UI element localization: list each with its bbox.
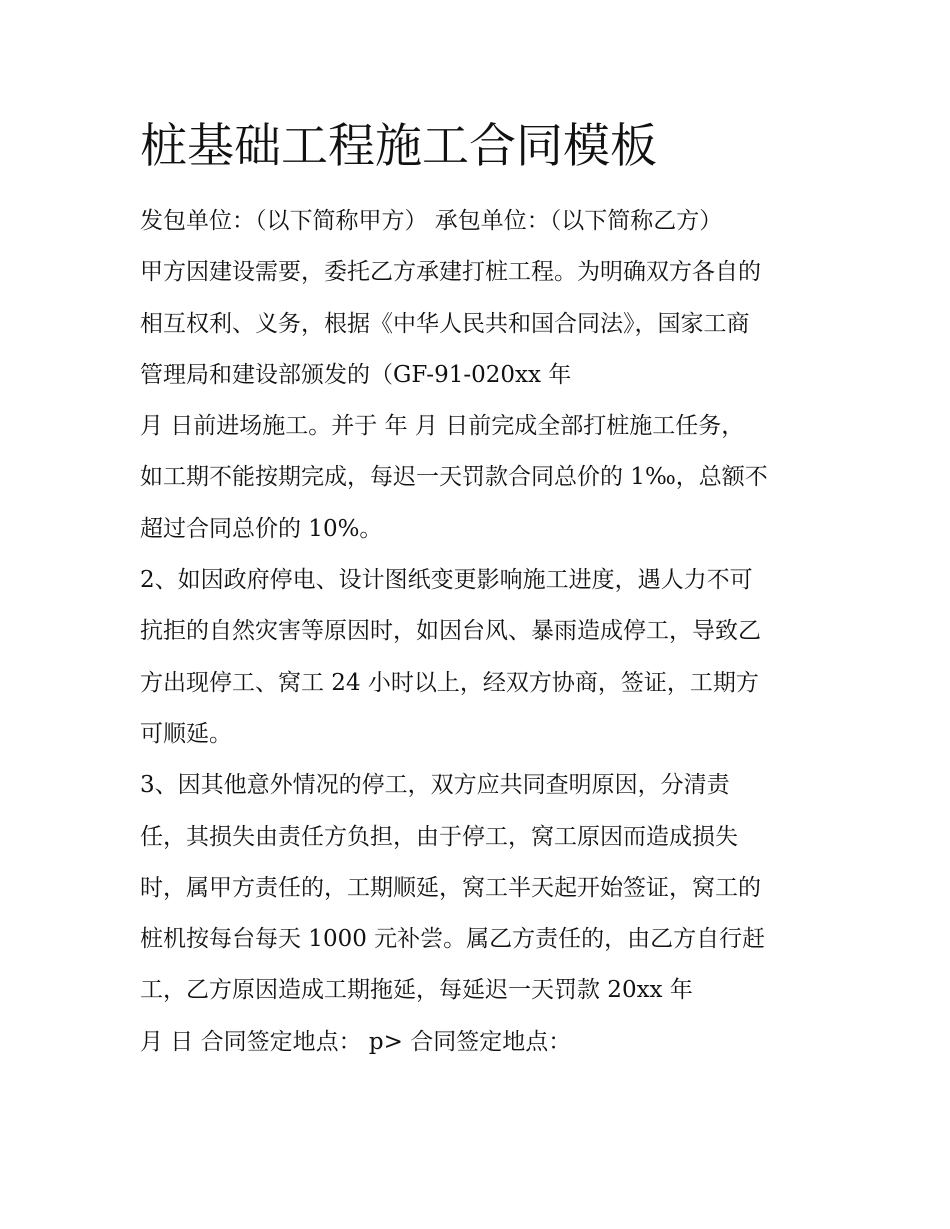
body-line: 时，属甲方责任的，工期顺延，窝工半天起开始签证，窝工的 bbox=[140, 874, 761, 901]
body-line: 如工期不能按期完成，每迟一天罚款合同总价的 1‰，总额不 bbox=[140, 464, 768, 491]
body-line: 甲方因建设需要，委托乙方承建打桩工程。为明确双方各自的 bbox=[140, 259, 761, 286]
document-title: 桩基础工程施工合同模板 bbox=[140, 119, 657, 174]
body-line: 管理局和建设部颁发的（GF-91-020xx 年 bbox=[140, 361, 572, 388]
body-line: 3、因其他意外情况的停工，双方应共同查明原因，分清责 bbox=[140, 772, 730, 799]
body-line: 相互权利、义务，根据《中华人民共和国合同法》，国家工商 bbox=[140, 310, 750, 337]
body-line: 月 日前进场施工。并于 年 月 日前完成全部打桩施工任务， bbox=[140, 413, 745, 440]
body-line: 超过合同总价的 10%。 bbox=[140, 515, 383, 542]
body-line: 发包单位：（以下简称甲方） 承包单位：（以下简称乙方） bbox=[140, 208, 723, 234]
body-line: 桩机按每台每天 1000 元补尝。属乙方责任的，由乙方自行赶 bbox=[140, 926, 766, 953]
body-line: 任，其损失由责任方负担，由于停工，窝工原因而造成损失 bbox=[140, 823, 738, 850]
document-body bbox=[140, 196, 820, 1068]
body-line: 月 日 合同签定地点： p> 合同签定地点： bbox=[140, 1028, 572, 1055]
body-line: 2、如因政府停电、设计图纸变更影响施工进度，遇人力不可 bbox=[140, 567, 753, 594]
body-line: 方出现停工、窝工 24 小时以上，经双方协商，签证，工期方 bbox=[140, 669, 759, 696]
body-line: 抗拒的自然灾害等原因时，如因台风、暴雨造成停工，导致乙 bbox=[140, 618, 761, 645]
body-line: 工，乙方原因造成工期拖延，每延迟一天罚款 20xx 年 bbox=[140, 977, 693, 1004]
body-line: 可顺延。 bbox=[140, 720, 232, 747]
